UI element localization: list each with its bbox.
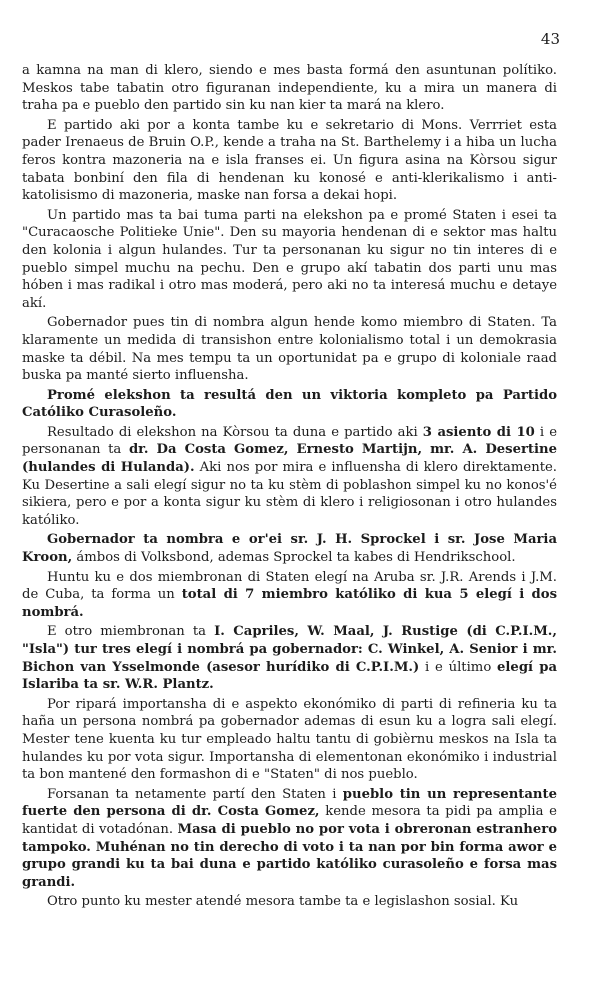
text-run: ámbos di Volksbond, ademas Sprockel ta kabes di Hendrikschool. — [72, 550, 516, 566]
bold-text-run: Masa di pueblo no por vota i obreronan estranhero tampoko. Muhénan no tin derecho di voto i ta nan por bin forma awor e grupo grandi ku ta bai duna e partido katóliko curasoleño e forsa mas grandi. — [22, 821, 557, 890]
paragraph — [22, 531, 557, 566]
paragraph — [22, 893, 557, 911]
text-run: Por ripará importansha di e aspekto ekonómiko di parti di refineria ku ta haña un persona nombrá pa gobernador ademas di esun ku a logra sali elegí. Mester tene kuenta ku tur empleado haltu tantu di gobièrnu meskos na Isla ta hulandes ku por vota sigur. Importansha di elementonan ekonómiko i industrial ta bon mantené den formashon di e "Staten" di nos pueblo. — [22, 696, 557, 783]
text-run: Otro punto ku mester atendé mesora tambe ta e legislashon sosial. Ku — [47, 894, 519, 910]
paragraph — [22, 696, 557, 784]
paragraph — [22, 314, 557, 384]
bold-text-run: elegí pa Islariba ta sr. W.R. Plantz. — [22, 659, 557, 693]
text-run: Huntu ku e dos miembronan di Staten elegí na Aruba sr. J.R. Arends i J.M. de Cuba, ta forma un — [22, 569, 557, 603]
paragraph — [22, 569, 557, 622]
text-run: kende mesora ta pidi pa amplia e kantidat di votadónan. — [22, 804, 557, 837]
bold-text-run: dr. Da Costa Gomez, Ernesto Martijn, mr. A. Desertine (hulandes di Hulanda). — [22, 442, 557, 476]
page-number: 43 — [540, 30, 560, 48]
paragraph — [22, 623, 557, 693]
text-run: i e último — [419, 659, 498, 675]
paragraph — [22, 786, 557, 892]
paragraph — [22, 117, 557, 205]
paragraph — [22, 424, 557, 530]
text-run: E partido aki por a konta tambe ku e sekretario di Mons. Verrriet esta pader Irenaeus de Bruin O.P., kende a traha na St. Barthelemy i a hiba un lucha feros kontra mazoneria na e isla franses ei. Un figura asina na Kòrsou sigur tabata bonbiní den fila di hendenan ku konosé e anti-klerikalismo i anti-katolisismo di mazoneria, maske nan forsa a dekai hopi. — [22, 117, 557, 204]
text-run: Un partido mas ta bai tuma parti na elekshon pa e promé Staten i esei ta "Curacaosche Politieke Unie". Den su mayoria hendenan di e sektor mas haltu den kolonia i algun hulandes. Tur ta personanan ku sigur no tin interes di e pueblo simpel muchu na pechu. Den e grupo akí tabatin dos parti unu mas hóben i mas radikal i otro mas moderá, pero aki no ta interesá muchu e detaye akí. — [22, 207, 557, 311]
paragraph — [22, 207, 557, 313]
text-run: Resultado di elekshon na Kòrsou ta duna e partido aki — [47, 424, 423, 440]
bold-text-run: Promé elekshon ta resultá den un viktoria kompleto pa Partido Católiko Curasoleño. — [22, 387, 557, 421]
text-run: E otro miembronan ta — [47, 624, 215, 640]
text-run: i e personanan ta — [22, 424, 557, 458]
text-run: a kamna na man di klero, siendo e mes basta formá den asuntunan polítiko. Meskos tabe tabatin otro figuranan independiente, ku a mira un manera di traha pa e pueblo den partido sin ku nan kier ta mará na klero. — [22, 63, 557, 114]
text-run: Gobernador pues tin di nombra algun hende komo miembro di Staten. Ta klaramente un medida di transishon entre kolonialismo total i un demokrasia maske ta débil. Na mes tempu ta un oportunidat pa e grupo di koloniale raad buska pa manté sierto influensha. — [22, 315, 557, 384]
text-run: Aki nos por mira e influensha di klero direktamente. Ku Desertine a sali elegí sigur no ta ku stèm di poblashon simpel ku no konos'é sikiera, pero e por a konta sigur ku stèm di klero i religiosonan i otro hulandes katóliko. — [22, 460, 557, 528]
paragraph — [22, 387, 557, 422]
bold-text-run: pueblo tin un representante fuerte den persona di dr. Costa Gomez, — [22, 786, 558, 820]
bold-text-run: I. Capriles, W. Maal, J. Rustige (di C.P.I.M., "Isla") tur tres elegí i nombrá pa gobernador: C. Winkel, A. Senior i mr. Bichon van Ysselmonde (asesor hurídiko di C.P.I.M.) — [22, 624, 557, 675]
text-run: Forsanan ta netamente partí den Staten i — [47, 786, 343, 802]
body-text — [22, 62, 557, 913]
bold-text-run: Gobernador ta nombra e or'ei sr. J. H. Sprockel i sr. Jose Maria Kroon, — [22, 532, 557, 566]
bold-text-run: 3 asiento di 10 — [422, 424, 535, 440]
paragraph — [22, 62, 557, 115]
bold-text-run: total di 7 miembro katóliko di kua 5 elegí i dos nombrá. — [22, 587, 557, 620]
